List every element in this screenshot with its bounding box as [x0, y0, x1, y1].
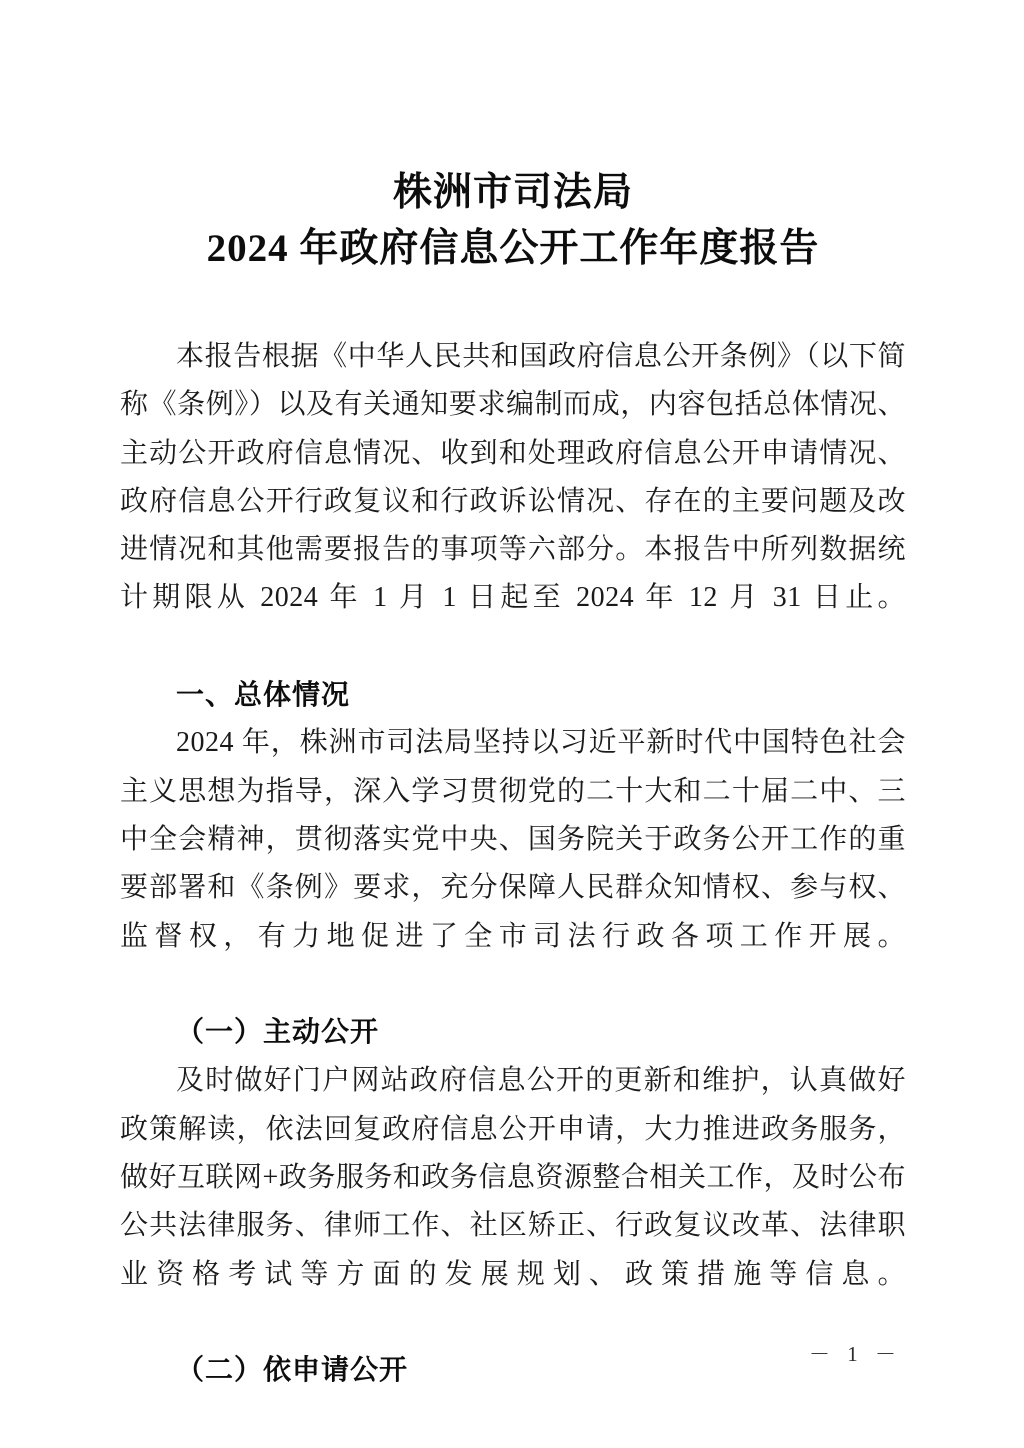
subsection-heading-disclosure-upon-request: （二）依申请公开 [176, 1355, 409, 1387]
document-title [120, 165, 906, 277]
paragraph-proactive-disclosure: 及时做好门户网站政府信息公开的更新和维护，认真做好政策解读，依法回复政府信息公开申请，大力推进政务服务，做好互联网+政务服务和政务信息资源整合相关工作，及时公布公共法律服务、律师工作、社区矫正、行政复议改革、法律职业资格考试等方面的发展规划、政策措施等信息。 [120, 1065, 906, 1290]
document-title-line2: 2024 年政府信息公开工作年度报告 [206, 227, 820, 270]
document-content [120, 165, 906, 1396]
subsection-heading-proactive-disclosure: （一）主动公开 [176, 1017, 380, 1049]
paragraph-intro: 本报告根据《中华人民共和国政府信息公开条例》（以下简称《条例》）以及有关通知要求编制而成，内容包括总体情况、主动公开政府信息情况、收到和处理政府信息公开申请情况、政府信息公开行政复议和行政诉讼情况、存在的主要问题及改进情况和其他需要报告的事项等六部分。本报告中所列数据统计期限从 2024 年 1 月 1 日起至 2024 年 12 月 31 日止。 [120, 341, 906, 614]
page-number: － 1 － [809, 1342, 902, 1366]
section-heading-overall-situation: 一、总体情况 [176, 679, 351, 711]
document-title-line1: 株洲市司法局 [392, 171, 633, 214]
document-body [120, 333, 906, 1396]
paragraph-overall-situation: 2024 年，株洲市司法局坚持以习近平新时代中国特色社会主义思想为指导，深入学习贯彻党的二十大和二十届二中、三中全会精神，贯彻落实党中央、国务院关于政务公开工作的重要部署和《条例》要求，充分保障人民群众知情权、参与权、监督权，有力地促进了全市司法行政各项工作开展。 [120, 727, 906, 952]
